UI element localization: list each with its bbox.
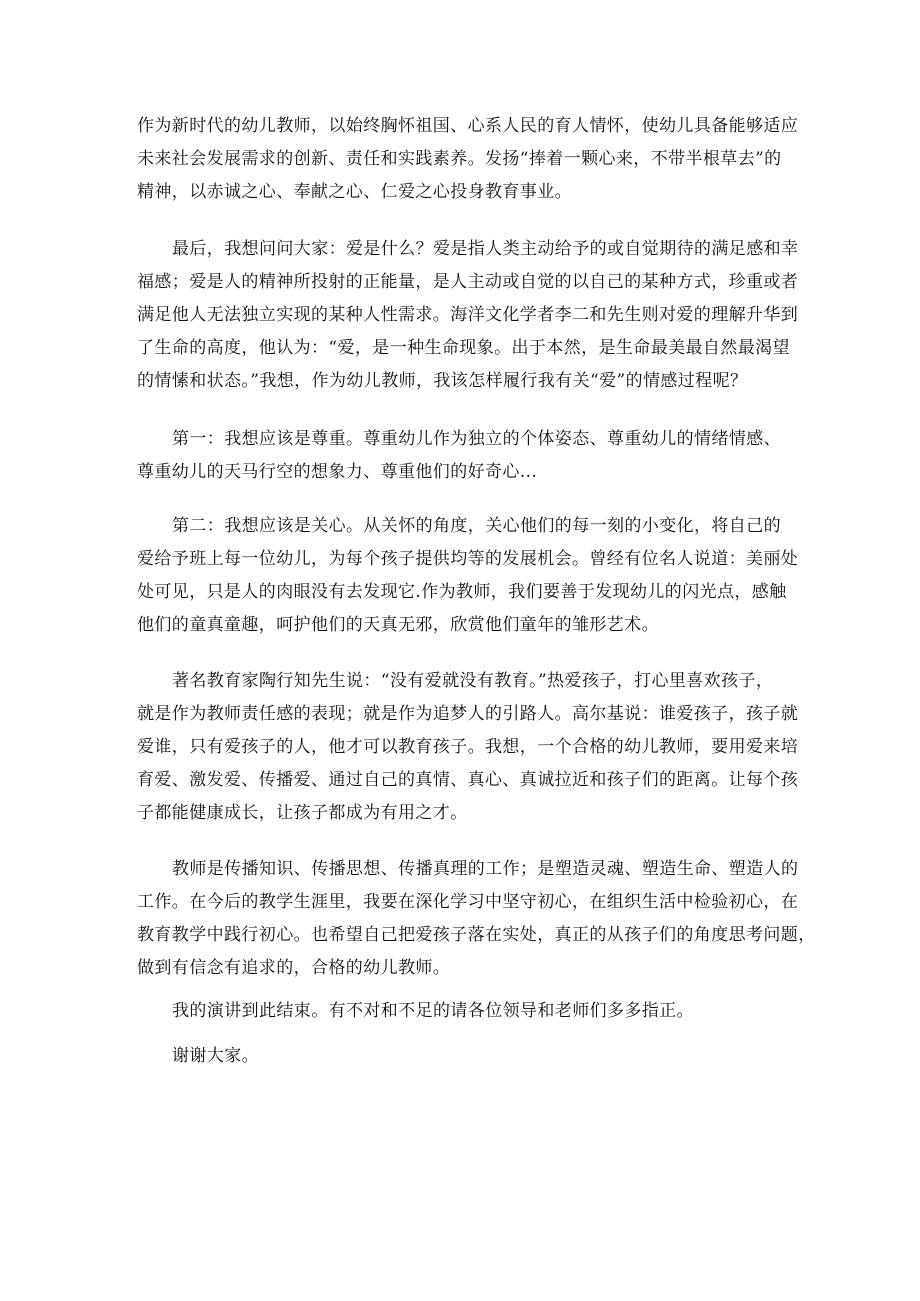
text-line: 教育教学中践行初心。也希望自己把爱孩子落在实处，真正的从孩子们的角度思考问题， [137,925,816,945]
paragraph-what-is-love [137,233,799,398]
text-line: 他们的童真童趣，呵护他们的天真无邪，欣赏他们童年的雏形艺术。 [137,615,659,635]
text-line: 尊重幼儿的天马行空的想象力、尊重他们的好奇心... [137,462,538,482]
text-line: 第二：我想应该是关心。从关怀的角度，关心他们的每一刻的小变化，将自己的 [172,516,781,536]
text-line: 精神，以赤诚之心、奉献之心、仁爱之心投身教育事业。 [137,182,572,202]
paragraph-first-respect [137,423,787,489]
text-line: 最后，我想问问大家：爱是什么？爱是指人类主动给予的或自觉期待的满足感和幸 [172,239,799,259]
text-line: 就是作为教师责任感的表现；就是作为追梦人的引路人。高尔基说：谁爱孩子，孩子就 [137,704,799,724]
text-line: 未来社会发展需求的创新、责任和实践素养。发扬“捧着一颗心来，不带半根草去”的 [137,149,782,169]
paragraph-second-care [137,510,799,642]
text-line: 工作。在今后的教学生涯里，我要在深化学习中坚守初心，在组织生活中检验初心，在 [137,892,799,912]
text-line: 爱谁，只有爱孩子的人，他才可以教育孩子。我想，一个合格的幼儿教师，要用爱来培 [137,737,799,757]
paragraph-closing [172,995,822,1028]
text-line: 著名教育家陶行知先生说：“没有爱就没有教育。”热爱孩子，打心里喜欢孩子， [172,671,774,691]
paragraph-thanks [172,1040,822,1073]
text-line: 我的演讲到此结束。有不对和不足的请各位领导和老师们多多指正。 [172,1001,694,1021]
text-line: 育爱、激发爱、传播爱、通过自己的真情、真心、真诚拉近和孩子们的距离。让每个孩 [137,770,799,790]
text-line: 了生命的高度，他认为：“爱，是一种生命现象。出于本然，是生命最美最自然最渴望 [137,338,790,358]
paragraph-tao-xingzhi-quote [137,665,799,830]
text-line: 做到有信念有追求的，合格的幼儿教师。 [137,958,451,978]
paragraph-teacher-work [137,853,816,985]
text-line: 教师是传播知识、传播思想、传播真理的工作；是塑造灵魂、塑造生命、塑造人的 [172,859,799,879]
text-line: 满足他人无法独立实现的某种人性需求。海洋文化学者李二和先生则对爱的理解升华到 [137,305,799,325]
text-line: 的情愫和状态。”我想，作为幼儿教师，我该怎样履行我有关“爱”的情感过程呢？ [137,371,748,391]
text-line: 谢谢大家。 [172,1046,259,1066]
paragraph-teacher-mission [137,110,799,209]
text-line: 处可见，只是人的肉眼没有去发现它.作为教师，我们要善于发现幼儿的闪光点，感触 [137,582,787,602]
text-line: 爱给予班上每一位幼儿，为每个孩子提供均等的发展机会。曾经有位名人说道：美丽处 [137,549,799,569]
text-line: 第一：我想应该是尊重。尊重幼儿作为独立的个体姿态、尊重幼儿的情绪情感、 [172,429,781,449]
text-line: 作为新时代的幼儿教师，以始终胸怀祖国、心系人民的育人情怀，使幼儿具备能够适应 [137,116,799,136]
text-line: 子都能健康成长，让孩子都成为有用之才。 [137,803,468,823]
text-line: 福感；爱是人的精神所投射的正能量，是人主动或自觉的以自己的某种方式，珍重或者 [137,272,799,292]
